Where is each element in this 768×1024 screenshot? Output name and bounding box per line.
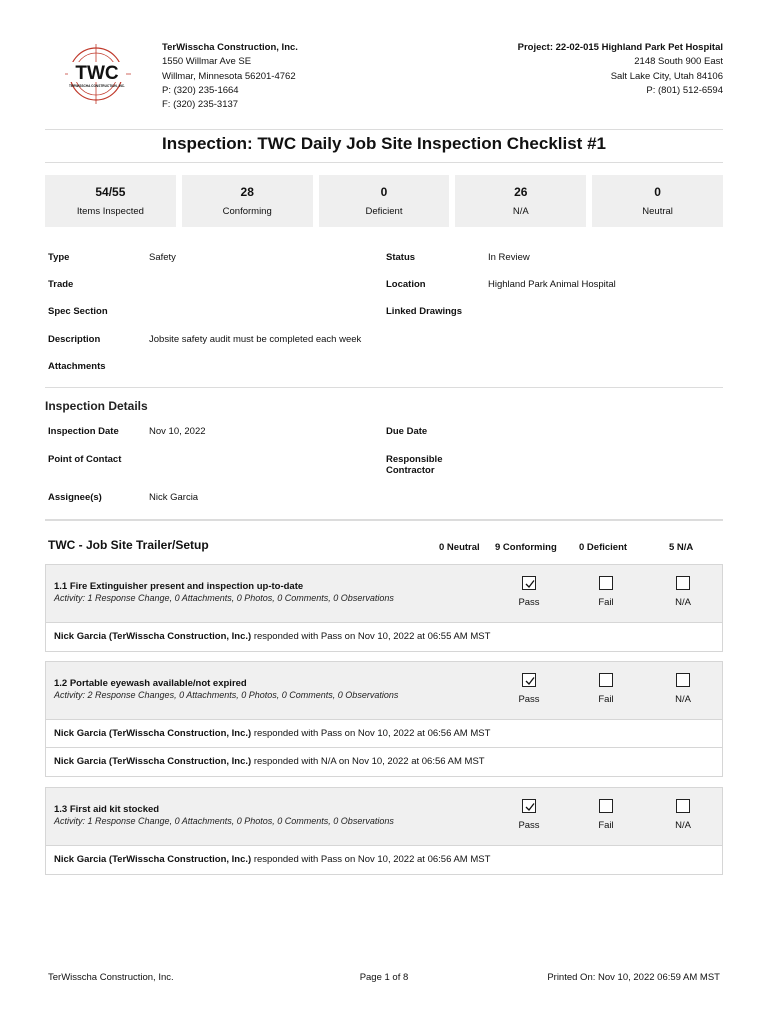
location-value: Highland Park Animal Hospital (488, 279, 616, 290)
fail-checkbox[interactable] (599, 673, 613, 687)
checklist-item-1-2 (45, 661, 723, 777)
spec-section-label: Spec Section (48, 306, 108, 317)
project-name: Project: 22-02-015 Highland Park Pet Hospital (517, 42, 723, 53)
na-checkbox[interactable] (676, 673, 690, 687)
status-label: Status (386, 252, 416, 263)
status-value: In Review (488, 252, 530, 263)
na-checkbox[interactable] (676, 576, 690, 590)
checklist-item-1-3 (45, 787, 723, 875)
pass-option[interactable]: Pass (509, 799, 549, 831)
fail-option[interactable]: Fail (586, 799, 626, 831)
svg-text:TERWISSCHA CONSTRUCTION, INC.: TERWISSCHA CONSTRUCTION, INC. (69, 84, 125, 88)
pass-checkbox[interactable] (522, 799, 536, 813)
fail-option[interactable]: Fail (586, 673, 626, 705)
company-fax: F: (320) 235-3137 (162, 99, 239, 111)
description-value: Jobsite safety audit must be completed each week (149, 334, 362, 345)
na-count: 5 N/A (669, 542, 694, 553)
item-title: 1.3 First aid kit stocked (54, 804, 160, 815)
item-title: 1.1 Fire Extinguisher present and inspection up-to-date (54, 581, 304, 592)
type-label: Type (48, 252, 70, 263)
stat-deficient: 0 Deficient (319, 175, 450, 227)
pass-checkbox[interactable] (522, 576, 536, 590)
summary-stats (45, 175, 723, 227)
na-option[interactable]: N/A (663, 576, 703, 608)
printed-on: Printed On: Nov 10, 2022 06:59 AM MST (547, 972, 720, 983)
deficient-count: 0 Deficient (579, 542, 628, 553)
fail-option[interactable]: Fail (586, 576, 626, 608)
project-address-1: 2148 South 900 East (634, 56, 723, 68)
assignees-label: Assignee(s) (48, 492, 102, 503)
conforming-count: 9 Conforming (495, 542, 557, 553)
page-title: Inspection: TWC Daily Job Site Inspection Checklist #1 (162, 134, 606, 153)
linked-drawings-label: Linked Drawings (386, 306, 463, 317)
due-date-label: Due Date (386, 426, 428, 437)
divider (45, 387, 723, 388)
checkmark-icon (524, 578, 536, 590)
page-number: Page 1 of 8 (359, 972, 409, 983)
checkmark-icon (524, 675, 536, 687)
response-entry: Nick Garcia (TerWisscha Construction, Inc.) responded with Pass on Nov 10, 2022 at 06:56 AM MST (46, 720, 722, 748)
description-label: Description (48, 334, 101, 345)
divider (45, 519, 723, 521)
pass-option[interactable]: Pass (509, 673, 549, 705)
company-info (162, 41, 298, 112)
response-entry: Nick Garcia (TerWisscha Construction, Inc.) responded with Pass on Nov 10, 2022 at 06:55 AM MST (46, 623, 722, 651)
divider (45, 129, 723, 130)
company-address-2: Willmar, Minnesota 56201-4762 (162, 70, 296, 82)
pass-option[interactable]: Pass (509, 576, 549, 608)
section-title: TWC - Job Site Trailer/Setup (48, 538, 209, 552)
inspection-details-heading: Inspection Details (45, 399, 148, 413)
project-phone: P: (801) 512-6594 (646, 84, 723, 96)
neutral-count: 0 Neutral (439, 542, 480, 553)
footer-company: TerWisscha Construction, Inc. (48, 972, 174, 983)
company-logo (63, 44, 133, 104)
type-value: Safety (149, 252, 176, 263)
response-entry: Nick Garcia (TerWisscha Construction, Inc.) responded with Pass on Nov 10, 2022 at 06:56 AM MST (46, 846, 722, 874)
item-activity: Activity: 2 Response Changes, 0 Attachments, 0 Photos, 0 Comments, 0 Observations (54, 690, 399, 700)
point-of-contact-label: Point of Contact (48, 454, 122, 465)
company-address-1: 1550 Willmar Ave SE (162, 56, 252, 68)
attachments-label: Attachments (48, 361, 106, 372)
na-checkbox[interactable] (676, 799, 690, 813)
fail-checkbox[interactable] (599, 576, 613, 590)
company-name: TerWisscha Construction, Inc. (162, 42, 298, 53)
item-activity: Activity: 1 Response Change, 0 Attachments, 0 Photos, 0 Comments, 0 Observations (54, 593, 394, 603)
project-address-2: Salt Lake City, Utah 84106 (610, 70, 723, 82)
assignees-value: Nick Garcia (149, 492, 199, 503)
company-phone: P: (320) 235-1664 (162, 84, 239, 96)
inspection-date-value: Nov 10, 2022 (149, 426, 206, 437)
stat-items-inspected: 54/55 Items Inspected (45, 175, 176, 227)
na-option[interactable]: N/A (663, 673, 703, 705)
svg-text:TWC: TWC (75, 63, 119, 84)
section-job-site-trailer (45, 538, 723, 556)
response-entry: Nick Garcia (TerWisscha Construction, Inc.) responded with N/A on Nov 10, 2022 at 06:56 AM MST (46, 748, 722, 776)
divider (45, 162, 723, 163)
item-activity: Activity: 1 Response Change, 0 Attachments, 0 Photos, 0 Comments, 0 Observations (54, 816, 394, 826)
stat-conforming: 28 Conforming (182, 175, 313, 227)
location-label: Location (386, 279, 426, 290)
item-title: 1.2 Portable eyewash available/not expired (54, 678, 247, 689)
page-header (45, 38, 723, 118)
responsible-contractor-label: Responsible Contractor (386, 454, 443, 476)
stat-neutral: 0 Neutral (592, 175, 723, 227)
trade-label: Trade (48, 279, 74, 290)
stat-na: 26 N/A (455, 175, 586, 227)
na-option[interactable]: N/A (663, 799, 703, 831)
inspection-date-label: Inspection Date (48, 426, 119, 437)
checklist-item-1-1 (45, 564, 723, 652)
checkmark-icon (524, 801, 536, 813)
project-info (518, 41, 723, 98)
fail-checkbox[interactable] (599, 799, 613, 813)
pass-checkbox[interactable] (522, 673, 536, 687)
